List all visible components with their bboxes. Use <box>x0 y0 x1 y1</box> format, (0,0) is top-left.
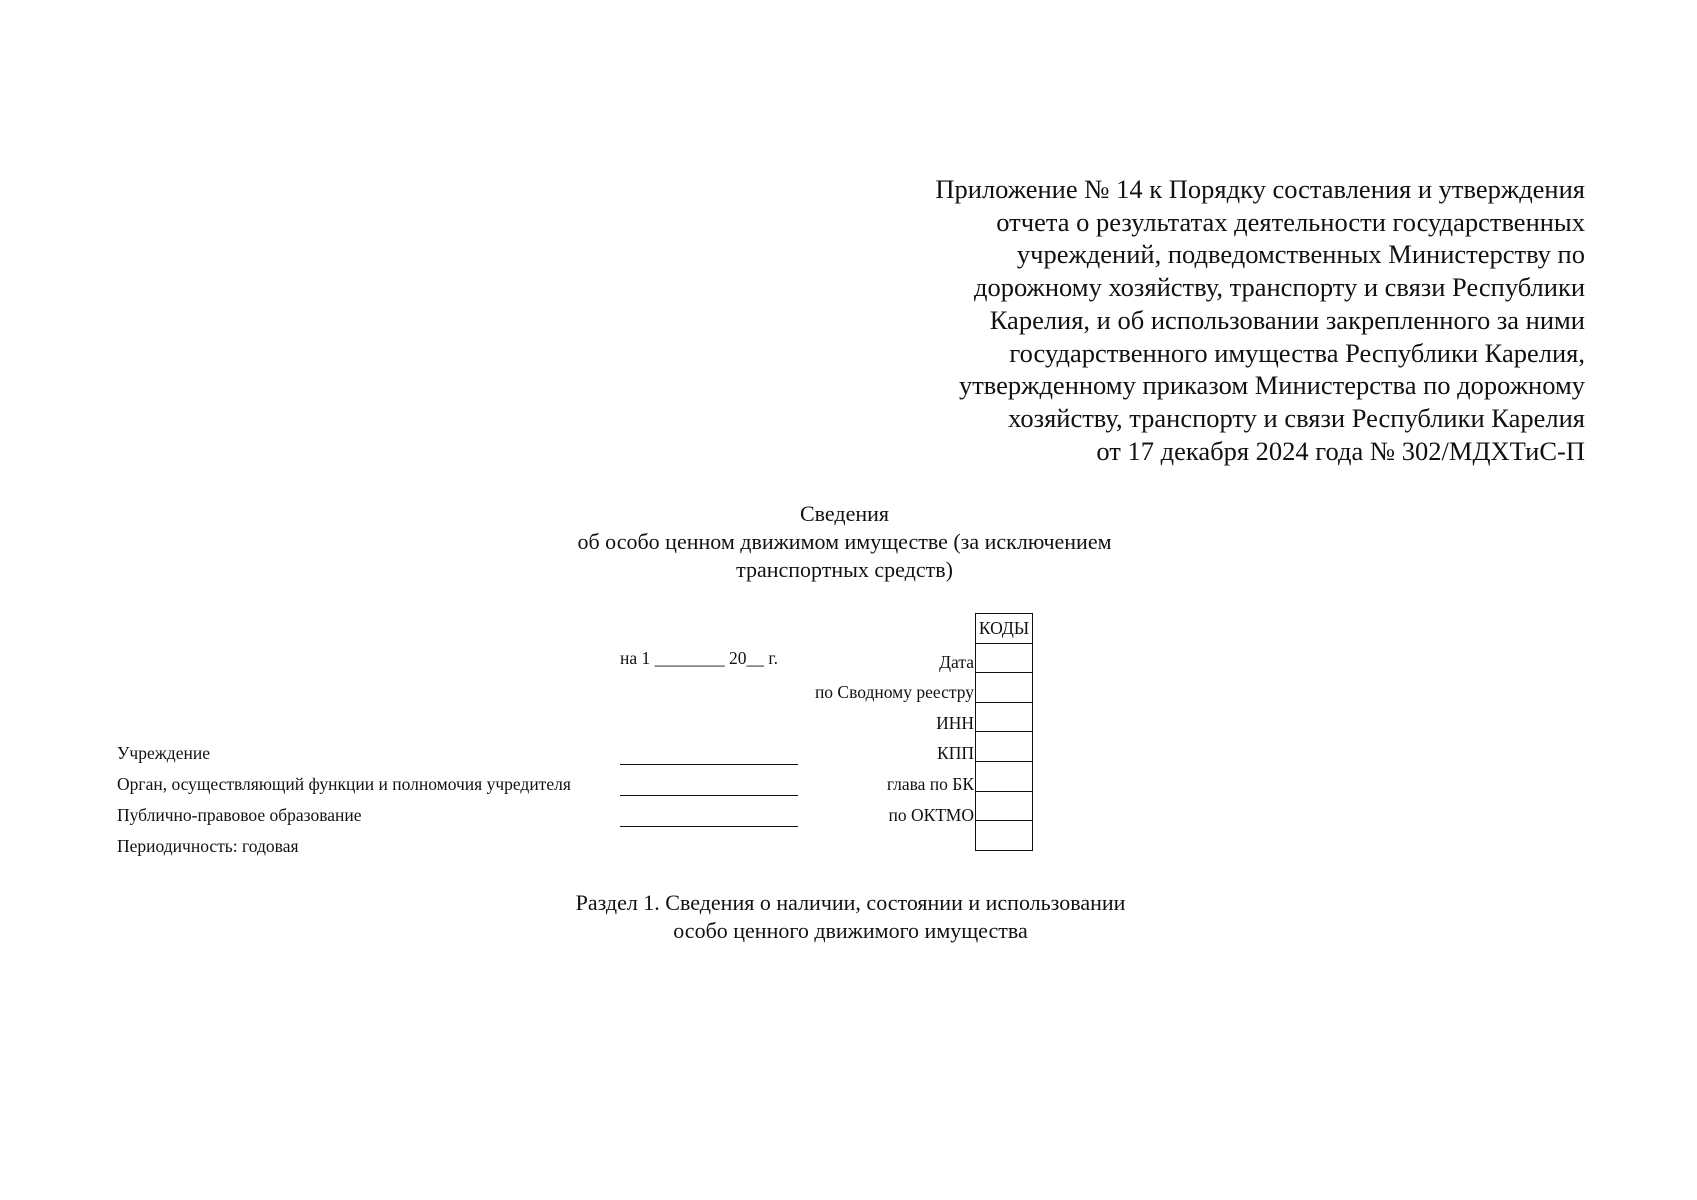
bk-chapter-code-cell[interactable] <box>976 761 1033 791</box>
founder-body-label: Орган, осуществляющий функции и полномочия учредителя <box>117 774 571 794</box>
periodicity-label: Периодичность: годовая <box>117 836 299 856</box>
oktmo-code-label: по ОКТМО <box>888 805 974 825</box>
kpp-code-cell[interactable] <box>976 732 1033 762</box>
report-date-line: на 1 ________ 20__ г. <box>620 648 778 668</box>
appendix-header <box>865 173 1585 467</box>
appendix-line: от 17 декабря 2024 года № 302/МДХТиС-П <box>1096 435 1585 466</box>
appendix-line: государственного имущества Республики Карелия, <box>1009 337 1585 368</box>
registry-code-cell[interactable] <box>976 673 1033 703</box>
section-1-title <box>0 889 1697 945</box>
inn-code-cell[interactable] <box>976 702 1033 732</box>
date-code-cell[interactable] <box>976 643 1033 673</box>
appendix-line: Карелия, и об использовании закрепленного за ними <box>989 304 1585 335</box>
appendix-line: утвержденному приказом Министерства по дорожному <box>958 370 1585 401</box>
date-code-label: Дата <box>939 652 974 672</box>
appendix-line: Приложение № 14 к Порядку составления и утверждения <box>935 174 1585 204</box>
oktmo-code-cell[interactable] <box>976 791 1033 821</box>
appendix-line: дорожному хозяйству, транспорту и связи Республики <box>973 272 1585 303</box>
bk-chapter-code-label: глава по БК <box>886 774 974 794</box>
public-entity-label: Публично-правовое образование <box>117 805 362 825</box>
institution-field[interactable] <box>620 764 798 765</box>
title-line-1: Сведения <box>799 501 890 526</box>
section-title-line-1: Раздел 1. Сведения о наличии, состоянии и использовании <box>575 890 1126 915</box>
inn-code-label: ИНН <box>936 713 974 733</box>
codes-table <box>975 613 1033 851</box>
title-line-2: об особо ценном движимом имуществе (за исключением <box>577 529 1112 554</box>
document-title <box>0 500 1697 584</box>
registry-code-label: по Сводному реестру <box>814 682 974 702</box>
appendix-line: учреждений, подведомственных Министерству по <box>1016 239 1585 270</box>
section-title-line-2: особо ценного движимого имущества <box>673 918 1028 943</box>
codes-header: КОДЫ <box>976 614 1033 644</box>
title-line-3: транспортных средств) <box>736 557 953 582</box>
kpp-code-label: КПП <box>937 743 974 763</box>
founder-body-field[interactable] <box>620 795 798 796</box>
appendix-line: отчета о результатах деятельности государственных <box>996 206 1585 237</box>
periodicity-code-cell[interactable] <box>976 821 1033 851</box>
appendix-line: хозяйству, транспорту и связи Республики Карелия <box>1008 402 1585 433</box>
public-entity-field[interactable] <box>620 826 798 827</box>
institution-label: Учреждение <box>117 743 210 763</box>
